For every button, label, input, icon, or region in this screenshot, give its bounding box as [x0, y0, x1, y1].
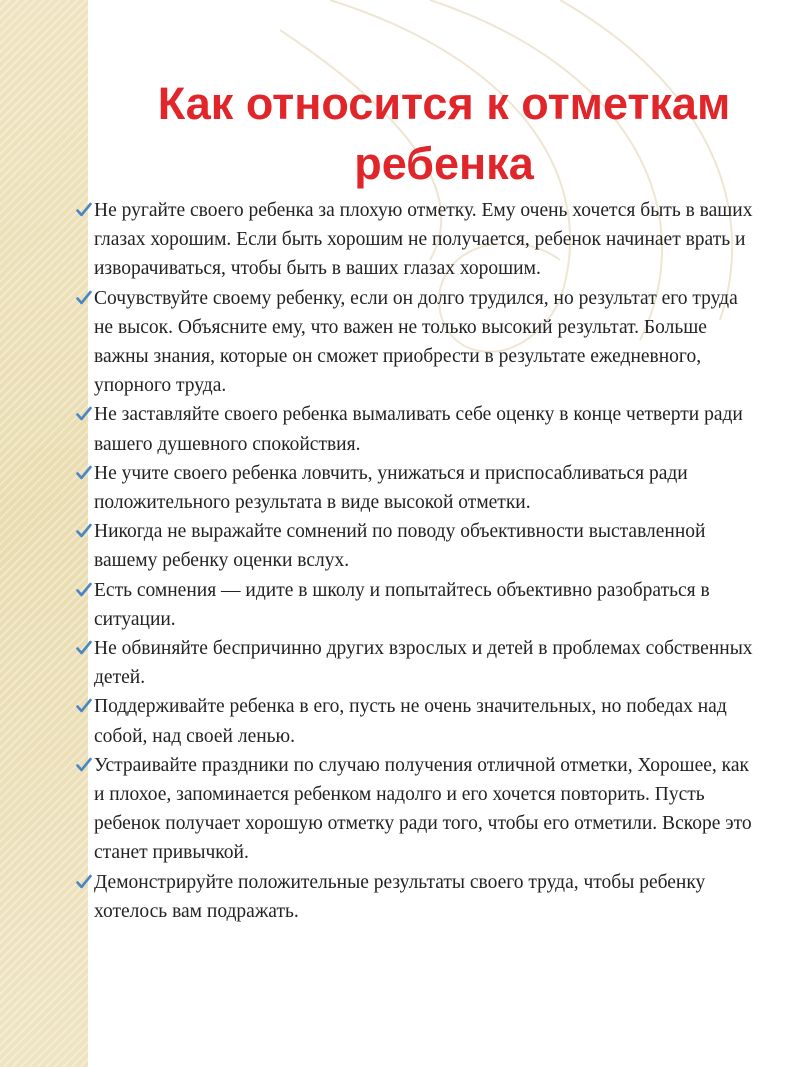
list-item-text: Никогда не выражайте сомнений по поводу объективности выставленной вашему ребенку оценки вслух. [94, 521, 706, 572]
list-item-text: Есть сомнения — идите в школу и попытайтесь объективно разобраться в ситуации. [94, 579, 710, 630]
list-item [76, 576, 756, 634]
list-item-text: Демонстрируйте положительные результаты своего труда, чтобы ребенку хотелось вам подражать. [94, 871, 706, 922]
list-item [76, 517, 756, 575]
list-item [76, 692, 756, 750]
list-item-text: Сочувствуйте своему ребенку, если он долго трудился, но результат его труда не высок. Объясните ему, что важен не только высокий результат. Больше важны знания, которые он сможет приобрести в результате ежедневного, упорного труда. [94, 287, 738, 397]
advice-list [76, 196, 756, 926]
list-item [76, 634, 756, 692]
check-icon [76, 640, 92, 656]
list-item-text: Поддерживайте ребенка в его, пусть не очень значительных, но победах над собой, над своей ленью. [94, 696, 727, 747]
list-item [76, 868, 756, 926]
list-item-text: Не обвиняйте беспричинно других взрослых и детей в проблемах собственных детей. [94, 638, 753, 689]
list-item-text: Не заставляйте своего ребенка вымаливать себе оценку в конце четверти ради вашего душевного спокойствия. [94, 404, 743, 455]
list-item [76, 400, 756, 458]
check-icon [76, 698, 92, 714]
check-icon [76, 874, 92, 890]
check-icon [76, 290, 92, 306]
list-item [76, 196, 756, 284]
list-item-text: Устраивайте праздники по случаю получения отличной отметки, Хорошее, как и плохое, запоминается ребенком надолго и его хочется повторить. Пусть ребенок получает хорошую отметку ради того, чтобы его отметили. Вскоре это станет привычкой. [94, 754, 752, 864]
check-icon [76, 202, 92, 218]
check-icon [76, 582, 92, 598]
check-icon [76, 523, 92, 539]
check-icon [76, 757, 92, 773]
check-icon [76, 465, 92, 481]
list-item-text: Не учите своего ребенка ловчить, унижаться и приспосабливаться ради положительного результата в виде высокой отметки. [94, 462, 688, 514]
list-item [76, 751, 756, 868]
list-item-text: Не ругайте своего ребенка за плохую отметку. Ему очень хочется быть в ваших глазах хорошим. Если быть хорошим не получается, ребенок начинает врать и изворачиваться, чтобы быть в ваших глазах хорошим. [94, 200, 753, 280]
list-item [76, 459, 756, 517]
list-item [76, 284, 756, 401]
slide-title: Как относится к отметкам ребенка [157, 78, 731, 189]
check-icon [76, 406, 92, 422]
decorative-side-band [0, 0, 88, 1067]
